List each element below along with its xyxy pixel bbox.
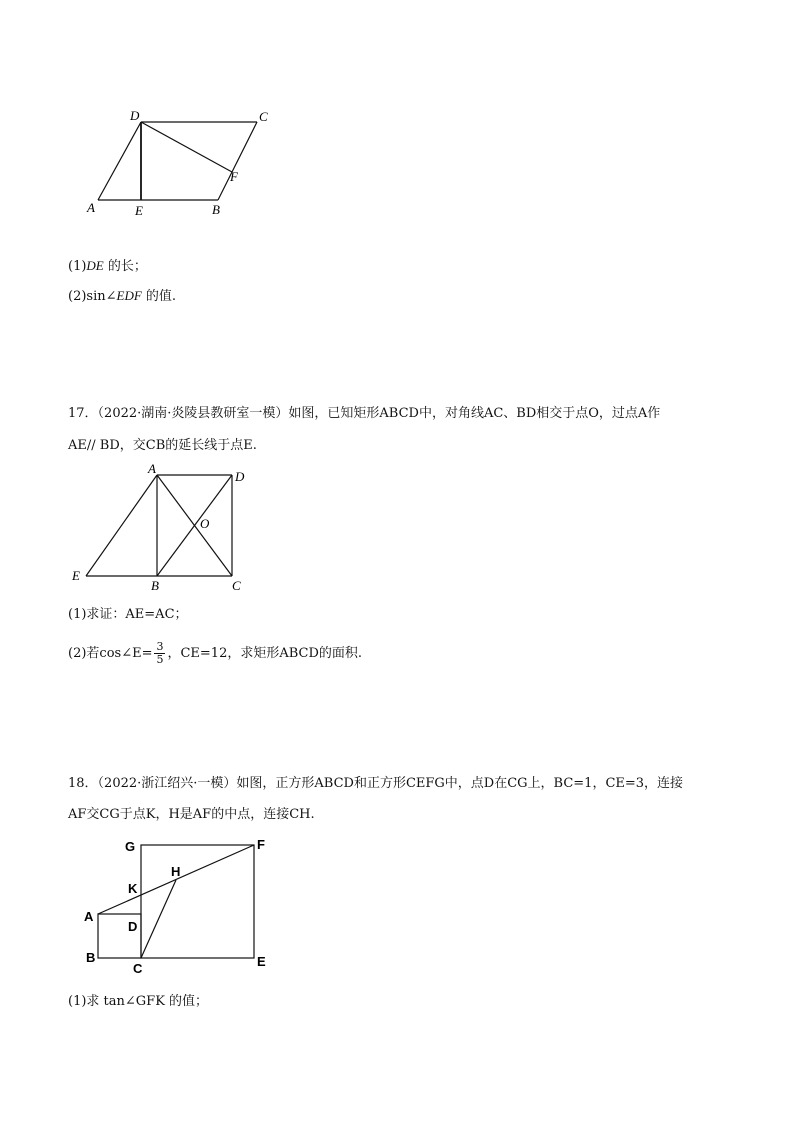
label-point-c: C (133, 961, 143, 976)
fraction-numerator: 3 (156, 640, 164, 653)
label-point-b: B (212, 202, 220, 217)
square-cefg (141, 845, 254, 958)
q18-stem-line1: 18．（2022·浙江绍兴·一模）如图，正方形ABCD和正方形CEFG中，点D在CG上，BC=1，CE=3，连接 (68, 776, 684, 791)
q16-part1-prefix: (1) (68, 259, 87, 274)
q17-part2-before: (2)若cos∠E= (68, 646, 153, 661)
label-point-b: B (86, 950, 96, 965)
q17-stem-line2: AE// BD，交CB的延长线于点E. (68, 438, 257, 453)
label-point-h: H (171, 864, 181, 879)
label-point-f: F (230, 169, 238, 184)
q16-part1 (68, 257, 147, 276)
label-point-g: G (125, 839, 136, 854)
q17-stem-line1: 17．（2022·湖南·炎陵县教研室一模）如图，已知矩形ABCD中，对角线AC、BD相交于点O，过点A作 (68, 406, 661, 421)
fraction-denominator: 5 (156, 653, 164, 666)
figure-rectangle (65, 458, 255, 593)
segment-df (141, 122, 232, 172)
segment-ch (141, 880, 176, 958)
segment-da (98, 122, 141, 200)
q16-part2 (68, 287, 176, 306)
q16-part2-prefix: (2)sin∠ (68, 289, 117, 304)
label-point-a: A (87, 200, 95, 215)
q17-part1: (1)求证：AE=AC； (68, 607, 188, 622)
label-point-d: D (130, 108, 140, 123)
label-point-c: C (259, 109, 268, 124)
label-point-a: A (84, 909, 94, 924)
label-point-b: B (151, 578, 159, 593)
label-point-a: A (148, 461, 156, 476)
q16-part2-suffix: 的值. (141, 289, 177, 304)
q18-stem-line2: AF交CG于点K，H是AF的中点，连接CH. (68, 807, 315, 822)
figure-parallelogram (80, 105, 290, 220)
q16-part1-var: DE (86, 258, 104, 273)
label-point-e: E (257, 954, 266, 969)
figure-two-squares (80, 832, 275, 977)
label-point-d: D (235, 469, 245, 484)
segment-ae (86, 475, 157, 576)
label-point-e: E (72, 568, 80, 583)
q17-part2-after: ，CE=12，求矩形ABCD的面积. (167, 646, 363, 661)
q18-part1: (1)求 tan∠GFK 的值； (68, 994, 209, 1009)
fraction-three-fifths (154, 641, 165, 666)
q16-part1-suffix: 的长； (103, 259, 147, 274)
q17-part2 (68, 641, 362, 667)
label-point-o: O (200, 516, 210, 531)
label-point-e: E (135, 203, 143, 218)
label-point-c: C (232, 578, 241, 593)
q16-part2-var: EDF (116, 288, 142, 303)
label-point-d: D (128, 919, 138, 934)
label-point-k: K (128, 881, 138, 896)
label-point-f: F (257, 837, 265, 852)
segment-af (98, 845, 254, 914)
segment-bc (218, 122, 257, 200)
